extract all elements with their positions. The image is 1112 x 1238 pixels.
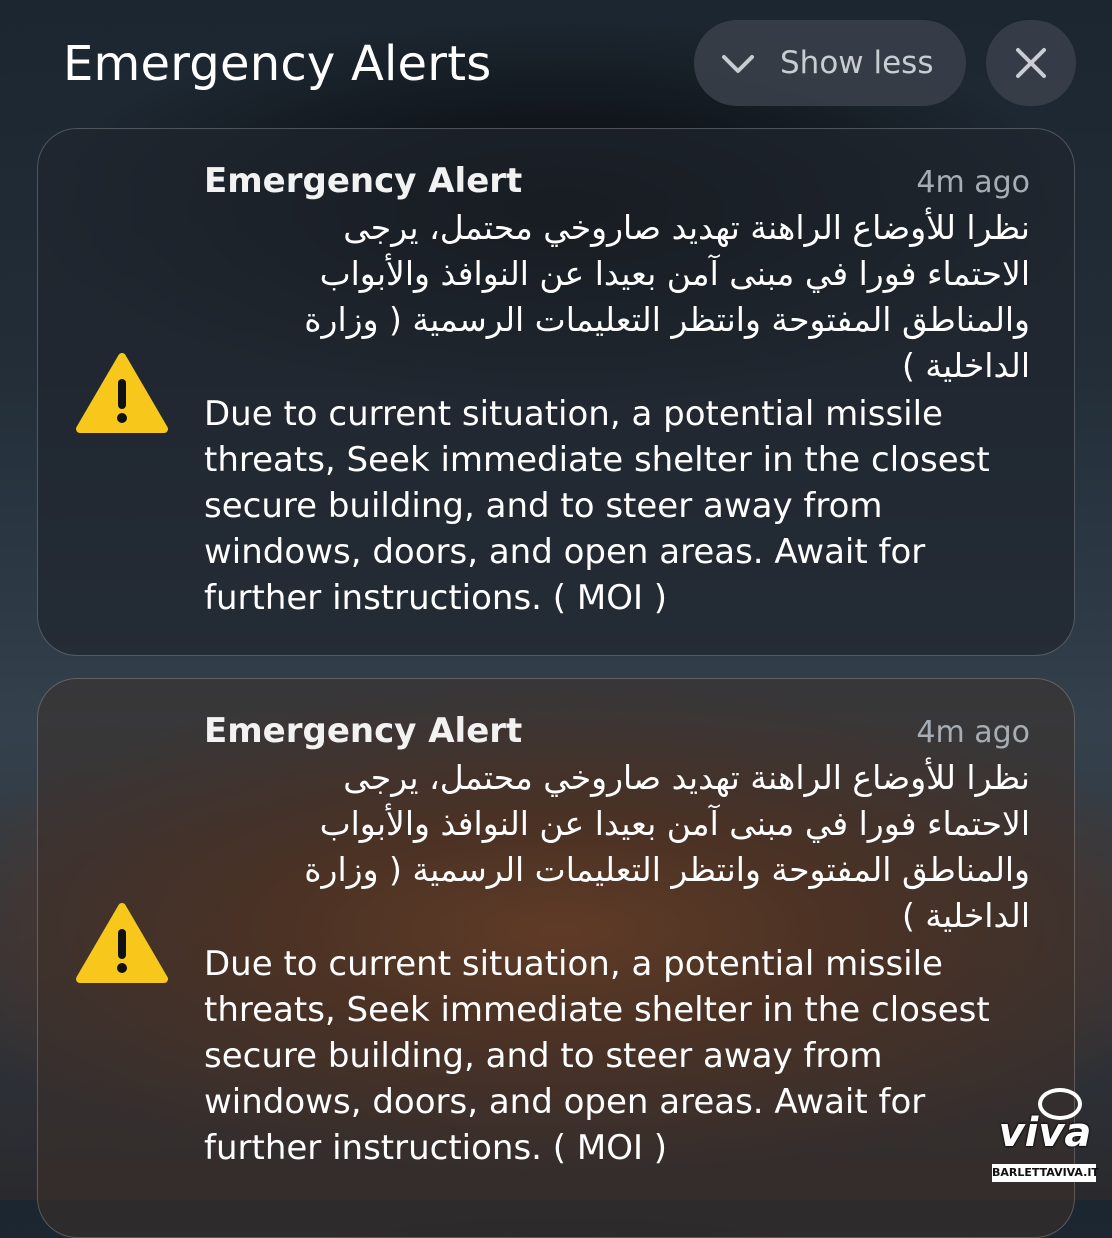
watermark-brand: viva [998, 1110, 1092, 1156]
alert-title: Emergency Alert [204, 161, 523, 201]
show-less-label: Show less [780, 45, 934, 81]
close-icon [1015, 47, 1047, 79]
alert-message-english: Due to current situation, a potential missile threats, Seek immediate shelter in the closest secure building, and to steer away from windows, doors, and open areas. Await for further instructions. ( MOI ) [204, 944, 990, 1168]
alert-message-arabic: نظرا للأوضاع الراهنة تهديد صاروخي محتمل، يرجى الاحتماء فورا في مبنى آمن بعيدا عن النوافذ والأبواب والمناطق المفتوحة وانتظر التعليمات الرسمية ( وزارة الداخلية ) [304, 208, 1030, 385]
page-title: Emergency Alerts [63, 36, 492, 92]
alert-card[interactable] [37, 128, 1075, 656]
alert-message-english: Due to current situation, a potential missile threats, Seek immediate shelter in the closest secure building, and to steer away from windows, doors, and open areas. Await for further instructions. ( MOI ) [204, 394, 990, 618]
watermark-logo [990, 1088, 1100, 1188]
warning-triangle-icon [76, 901, 168, 985]
alert-timestamp: 4m ago [916, 165, 1030, 200]
alert-title: Emergency Alert [204, 711, 523, 751]
chevron-down-icon [720, 45, 756, 81]
close-button[interactable] [986, 20, 1076, 106]
watermark-site: BARLETTAVIVA.IT [992, 1164, 1096, 1182]
alert-timestamp: 4m ago [916, 715, 1030, 750]
show-less-button[interactable] [694, 20, 966, 106]
alert-message-arabic: نظرا للأوضاع الراهنة تهديد صاروخي محتمل، يرجى الاحتماء فورا في مبنى آمن بعيدا عن النوافذ والأبواب والمناطق المفتوحة وانتظر التعليمات الرسمية ( وزارة الداخلية ) [304, 758, 1030, 935]
alert-card[interactable] [37, 678, 1075, 1238]
warning-triangle-icon [76, 351, 168, 435]
